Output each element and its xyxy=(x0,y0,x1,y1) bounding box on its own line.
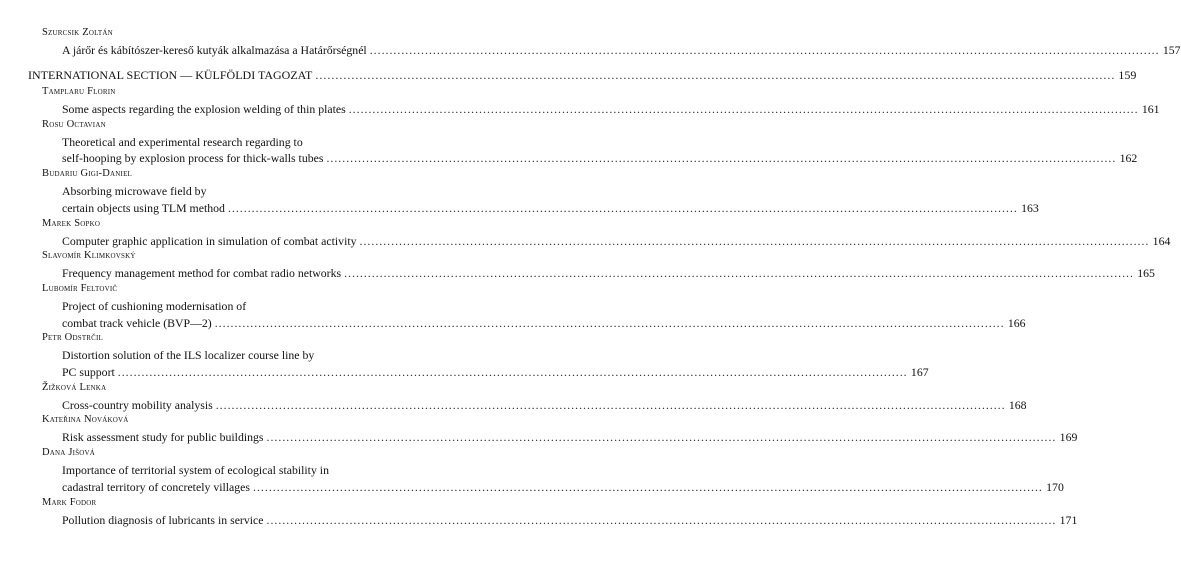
page-number: 166 xyxy=(1007,315,1026,330)
entry-title: Project of cushioning modernisation of xyxy=(62,298,247,313)
leader-dots: ........................................................................................................................................................................................................ xyxy=(215,397,1006,412)
leader-dots: ........................................................................................................................................................................................................ xyxy=(266,430,1057,445)
leader-dots: ........................................................................................................................................................................................................ xyxy=(348,102,1139,116)
page-number: 169 xyxy=(1059,430,1078,445)
entry-title: Risk assessment study for public buildings xyxy=(62,430,264,445)
entry-author: Kateřina Nováková xyxy=(42,414,129,426)
section-page-number: 159 xyxy=(1118,68,1137,82)
entry-title-line xyxy=(62,479,1064,495)
page-number: 170 xyxy=(1046,479,1064,494)
entry-title: certain objects using TLM method xyxy=(62,200,225,215)
entry-title: Frequency management method for combat radio networks xyxy=(62,266,342,281)
page-number: 164 xyxy=(1152,233,1171,248)
page-number: 168 xyxy=(1008,397,1027,412)
entry-title: self-hooping by explosion process for thick-walls tubes xyxy=(62,151,324,166)
leader-dots: ........................................................................................................................................................................................................ xyxy=(326,151,1117,166)
leader-dots: ........................................................................................................................................................................................................ xyxy=(266,512,1057,527)
entry-title-line xyxy=(62,512,1078,528)
entry-title: PC support xyxy=(62,365,115,379)
entry-author: Žižková Lenka xyxy=(42,381,107,393)
entry-author: Lubomír Feltovič xyxy=(42,282,118,294)
entry-title: Pollution diagnosis of lubricants in service xyxy=(62,512,264,527)
entry-title-line xyxy=(62,150,1138,166)
entry-title: Computer graphic application in simulation of combat activity xyxy=(62,233,357,248)
leader-dots: ........................................................................................................................................................................................................ xyxy=(344,266,1134,281)
entry-title-line xyxy=(62,429,1078,445)
entry-title-line xyxy=(62,315,1026,331)
entry-title: Distortion solution of the ILS localizer course line by xyxy=(62,348,315,363)
entry-title-line xyxy=(62,298,466,314)
page-number: 157 xyxy=(1162,43,1181,57)
entry-title: Theoretical and experimental research regarding to xyxy=(62,134,303,149)
entry-author: Slavomír Klimkovský xyxy=(42,250,136,262)
entry-title: Cross-country mobility analysis xyxy=(62,397,213,412)
page-number: 161 xyxy=(1141,102,1160,116)
entry-author: Petr Odstrčil xyxy=(42,332,104,344)
entry-title-line xyxy=(62,347,466,363)
page-number: 171 xyxy=(1059,512,1078,527)
entry-author: Tamplaru Florin xyxy=(42,86,116,97)
entry-title: Some aspects regarding the explosion welding of thin plates xyxy=(62,102,346,116)
entry-title-line xyxy=(62,233,1171,249)
entry-title-line xyxy=(62,101,1160,117)
leader-dots: ........................................................................................................................................................................................................ xyxy=(369,43,1160,57)
entry-title: cadastral territory of concretely villages xyxy=(62,479,251,494)
entry-title-line xyxy=(62,134,466,150)
page-number: 163 xyxy=(1021,200,1039,215)
leader-dots: ........................................................................................................................................................................................................ xyxy=(359,233,1150,248)
entry-title-line xyxy=(62,183,466,199)
entry-title-line xyxy=(62,265,1155,281)
entry-author: Rosu Octavian xyxy=(42,118,106,130)
entry-title: Importance of territorial system of ecological stability in xyxy=(62,463,329,478)
entry-title: A járőr és kábítószer-kereső kutyák alkalmazása a Határőrségnél xyxy=(62,43,367,57)
entry-author: Szurcsik Zoltán xyxy=(42,27,113,38)
entry-author: Budariu Gigi-Daniel xyxy=(42,168,133,180)
section-title: INTERNATIONAL SECTION — KÜLFÖLDI TAGOZAT xyxy=(28,68,313,82)
entry-title-line xyxy=(62,200,1039,216)
leader-dots: ........................................................................................................................................................................................................ xyxy=(227,200,1018,215)
entry-author: Marek Sopko xyxy=(42,217,101,229)
entry-author: Dana Jišová xyxy=(42,447,96,459)
leader-dots: ........................................................................................................................................................................................................ xyxy=(315,68,1116,82)
entry-author: Mark Fodor xyxy=(42,496,97,508)
page-number: 165 xyxy=(1137,266,1155,281)
entry-title: combat track vehicle (BVP—2) xyxy=(62,315,212,330)
entry-title-line xyxy=(62,462,466,478)
leader-dots: ........................................................................................................................................................................................................ xyxy=(253,479,1043,494)
leader-dots: ........................................................................................................................................................................................................ xyxy=(117,365,908,379)
entry-title: Absorbing microwave field by xyxy=(62,184,207,199)
page-number: 162 xyxy=(1119,151,1138,166)
entry-title-line xyxy=(62,42,1181,58)
entry-title-line xyxy=(62,397,1027,413)
section-heading xyxy=(28,67,1137,83)
page-number: 167 xyxy=(910,365,929,379)
entry-title-line xyxy=(62,364,929,380)
leader-dots: ........................................................................................................................................................................................................ xyxy=(214,315,1005,330)
